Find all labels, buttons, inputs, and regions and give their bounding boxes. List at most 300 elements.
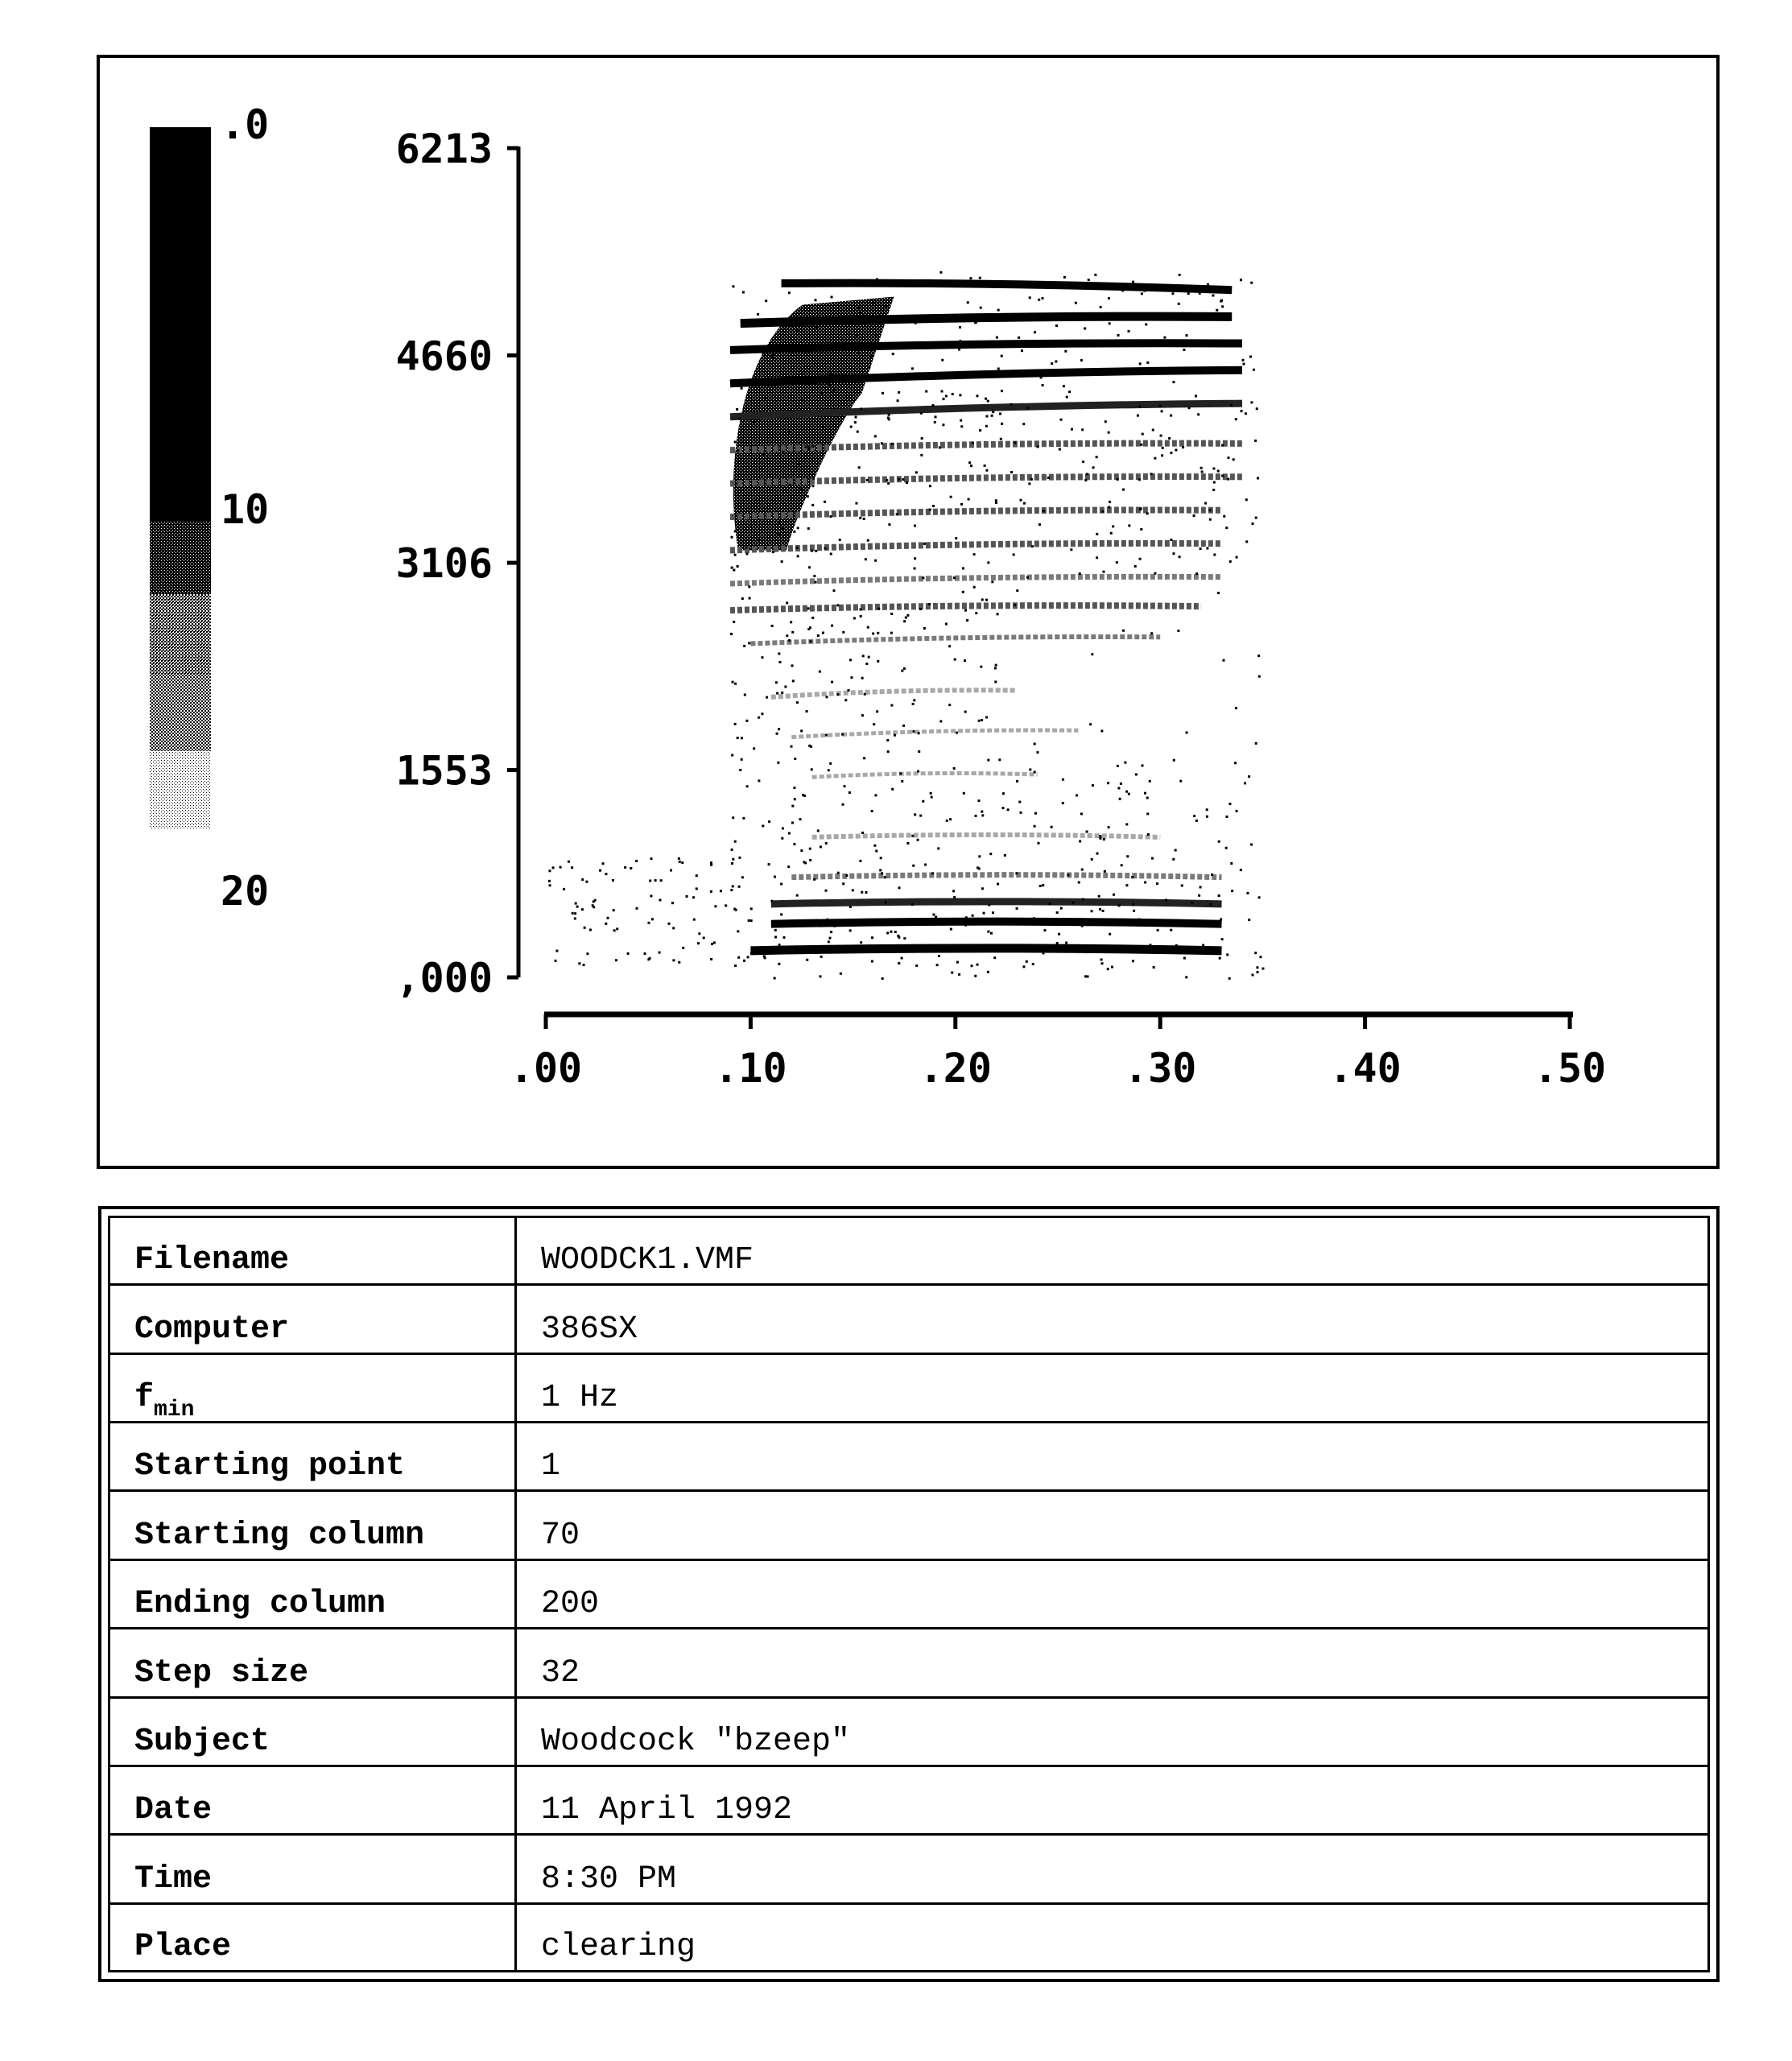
noise-speck [806,710,808,712]
noise-speck [1221,474,1224,477]
row-value-date: 11 April 1992 [516,1766,1708,1834]
table-row [110,1629,1707,1697]
noise-speck [870,355,873,357]
noise-speck [820,956,823,958]
noise-speck [1096,853,1099,855]
noise-speck [1116,561,1118,564]
noise-speck [913,699,915,701]
noise-speck [651,918,654,920]
noise-speck [581,878,584,881]
noise-speck [1218,841,1220,843]
noise-speck [1135,773,1138,775]
noise-speck [985,285,987,287]
noise-speck [878,316,881,318]
noise-speck [1125,823,1128,825]
noise-speck [1193,371,1195,374]
row-value-place: clearing [541,1929,696,1965]
noise-speck [806,959,808,961]
noise-speck [860,312,862,314]
noise-speck [997,309,1000,312]
noise-speck [1014,604,1016,606]
noise-speck [1242,363,1245,366]
noise-speck [1096,533,1098,535]
noise-speck [734,441,737,444]
noise-speck [985,425,988,427]
noise-speck [1038,523,1041,526]
noise-speck [811,550,813,552]
colorbar-band-1 [150,522,211,594]
noise-speck [980,666,982,668]
noise-speck [1079,840,1081,842]
noise-speck [764,956,766,959]
noise-speck [781,837,783,840]
noise-speck [862,655,865,657]
row-label-time: Time [110,1835,516,1903]
noise-speck [918,750,920,753]
noise-speck [998,758,1001,761]
noise-speck [891,788,894,791]
noise-speck [1038,299,1040,301]
noise-speck [1111,966,1113,969]
noise-speck [1213,481,1216,484]
noise-speck [1010,403,1013,406]
noise-speck [771,625,774,627]
noise-speck [1086,473,1088,475]
noise-speck [643,952,646,955]
noise-speck [1253,369,1255,371]
noise-speck [1034,742,1036,745]
info-table-frame [98,1206,1720,1982]
noise-speck [872,301,874,304]
noise-speck [988,904,990,907]
y-tick-label: 3106 [395,540,493,588]
noise-speck [1143,290,1146,292]
noise-speck [1086,831,1088,833]
noise-speck [841,803,844,806]
noise-speck [725,904,727,907]
y-tick-label: 6213 [395,126,493,172]
noise-speck [798,462,800,465]
noise-speck [985,599,988,601]
noise-speck [1142,433,1144,436]
noise-speck [1241,359,1244,361]
noise-speck [800,849,803,852]
noise-speck [585,881,588,883]
noise-speck [592,904,594,907]
noise-speck [1100,958,1103,960]
noise-speck [973,586,976,589]
noise-speck [581,908,584,911]
noise-speck [549,884,551,886]
noise-speck [1026,960,1028,963]
noise-speck [584,927,586,929]
noise-speck [1087,923,1089,926]
noise-speck [964,609,967,612]
noise-speck [615,959,617,961]
noise-speck [901,670,903,672]
noise-speck [1051,826,1053,828]
noise-speck [791,664,794,667]
noise-speck [613,929,616,931]
noise-speck [1212,467,1215,469]
noise-speck [1068,390,1071,393]
noise-speck [931,872,934,874]
noise-speck [894,734,896,737]
noise-speck [555,960,557,962]
noise-speck [731,862,733,865]
noise-speck [1178,303,1180,305]
noise-speck [1075,302,1077,304]
noise-speck [894,931,897,933]
noise-speck [1037,842,1039,845]
noise-speck [733,569,735,572]
noise-speck [1140,444,1142,446]
noise-speck [1256,407,1258,410]
noise-speck [1122,489,1125,491]
noise-speck [1117,334,1120,337]
noise-speck [743,645,745,647]
noise-speck [678,961,680,964]
noise-speck [1209,509,1212,511]
noise-speck [1170,452,1172,454]
noise-speck [1043,929,1046,931]
noise-speck [962,591,964,593]
noise-speck [844,699,847,701]
noise-speck [911,367,914,370]
noise-speck [1102,910,1105,912]
noise-speck [1096,556,1098,559]
noise-speck [964,924,967,927]
row-label-filename: Filename [110,1218,516,1285]
noise-speck [1113,894,1115,896]
noise-speck [1001,390,1003,392]
noise-speck [985,398,987,400]
noise-speck [981,811,983,813]
row-label-ending-column: Ending column [110,1559,516,1628]
noise-speck [771,354,774,357]
noise-speck [811,617,814,619]
noise-speck [811,445,814,448]
noise-speck [967,301,969,304]
noise-speck [780,883,782,886]
noise-speck [1066,396,1068,399]
noise-speck [814,299,816,301]
noise-speck [877,608,880,610]
noise-speck [1206,808,1208,811]
noise-speck [942,423,944,426]
noise-speck [886,305,888,308]
noise-speck [952,393,954,395]
noise-speck [741,758,743,761]
noise-speck [826,696,828,698]
noise-speck [850,676,853,679]
noise-speck [748,642,750,644]
noise-speck [555,950,558,952]
noise-speck [864,693,866,696]
noise-speck [738,886,741,888]
noise-speck [948,704,951,706]
noise-speck [838,924,840,927]
noise-speck [1228,803,1231,805]
noise-speck [781,527,783,529]
noise-speck [1156,882,1158,885]
noise-speck [1174,288,1176,291]
noise-speck [1153,344,1155,346]
noise-speck [953,576,956,579]
noise-speck [1099,835,1101,837]
noise-speck [962,567,964,569]
noise-speck [1059,448,1061,451]
noise-speck [1254,952,1257,954]
noise-speck [1021,349,1023,352]
noise-speck [568,861,570,863]
noise-speck [1112,525,1114,527]
colorbar-band-3 [150,675,211,751]
harmonic-band [812,835,1160,837]
noise-speck [1043,952,1045,954]
noise-speck [1073,313,1076,316]
noise-speck [745,552,748,555]
noise-speck [802,794,804,796]
noise-speck [1147,833,1150,836]
noise-speck [903,620,906,622]
noise-speck [860,407,862,410]
noise-speck [731,849,733,851]
noise-speck [844,785,846,787]
noise-speck [1022,965,1025,968]
noise-speck [901,957,903,960]
row-label-starting-point: Starting point [110,1423,516,1491]
noise-speck [736,408,738,411]
noise-speck [1144,792,1146,795]
noise-speck [1080,359,1083,361]
noise-speck [1193,815,1195,817]
noise-speck [1109,322,1111,324]
row-label-subject: Subject [110,1697,516,1766]
noise-speck [647,958,650,960]
noise-speck [761,656,763,659]
noise-speck [710,861,712,864]
noise-speck [960,425,963,427]
noise-speck [1042,384,1044,386]
noise-speck [898,962,900,964]
noise-speck [873,845,876,847]
noise-speck [854,421,857,423]
colorbar-band-2 [150,594,211,675]
noise-speck [1140,528,1142,531]
noise-speck [952,890,955,892]
noise-speck [1244,782,1246,784]
harmonic-band [812,773,1038,777]
noise-speck [780,913,782,915]
noise-speck [1029,768,1031,770]
noise-speck [1179,780,1182,783]
noise-speck [1141,292,1143,295]
noise-speck [1153,966,1155,969]
x-tick-label: .50 [1533,1045,1607,1092]
noise-speck [867,626,869,629]
harmonic-band [741,316,1233,324]
noise-speck [860,615,862,617]
noise-speck [858,466,861,469]
harmonic-band [730,576,1222,584]
noise-speck [548,869,551,872]
noise-speck [1195,572,1198,575]
noise-speck [1182,446,1184,448]
noise-speck [813,575,815,577]
noise-speck [774,977,776,980]
noise-speck [815,550,817,552]
noise-speck [791,805,794,807]
noise-speck [973,553,976,556]
noise-speck [1221,444,1224,447]
noise-speck [1202,944,1204,947]
row-value-time: 8:30 PM [516,1835,1708,1903]
noise-speck [849,929,852,931]
noise-speck [753,747,755,750]
row-value-fmin: 1 Hz [516,1353,1708,1422]
noise-speck [679,861,681,863]
noise-speck [768,820,770,823]
noise-speck [1163,337,1166,339]
noise-speck [1117,478,1119,481]
harmonic-band [730,343,1242,350]
noise-speck [1257,971,1259,973]
noise-speck [737,737,739,739]
noise-speck [808,566,811,568]
noise-speck [757,539,759,541]
noise-speck [968,498,970,501]
noise-speck [786,601,788,604]
noise-speck [1160,435,1162,437]
noise-speck [1175,449,1177,452]
noise-speck [1065,942,1067,944]
row-value-filename: WOODCK1.VMF [516,1218,1708,1285]
noise-speck [997,613,999,615]
noise-speck [732,858,734,861]
noise-speck [1058,933,1060,936]
noise-speck [1146,361,1149,364]
noise-speck [778,728,780,730]
noise-speck [955,537,957,539]
noise-speck [980,307,982,309]
noise-speck [692,896,695,898]
noise-speck [898,391,900,394]
noise-speck [995,664,997,667]
noise-speck [737,930,739,932]
noise-speck [825,842,828,845]
noise-speck [1016,589,1018,592]
noise-speck [1134,565,1137,568]
noise-speck [761,712,763,715]
noise-speck [898,886,901,889]
noise-speck [850,426,853,428]
noise-speck [865,663,868,665]
noise-speck [879,944,882,947]
noise-speck [616,927,618,930]
noise-speck [552,866,555,869]
noise-speck [1225,847,1228,849]
noise-speck [1172,552,1175,555]
noise-speck [1240,869,1242,871]
noise-speck [922,576,924,579]
noise-speck [1063,385,1065,387]
noise-speck [960,503,963,506]
harmonic-band [771,902,1222,904]
noise-speck [818,316,820,318]
noise-speck [1138,405,1141,407]
noise-speck [1204,502,1207,505]
noise-speck [809,640,811,642]
noise-speck [1152,429,1154,432]
noise-speck [819,671,821,673]
noise-speck [670,869,672,872]
noise-speck [1091,910,1093,912]
noise-speck [607,917,609,919]
noise-speck [1211,874,1213,876]
noise-speck [781,692,783,694]
noise-speck [750,907,753,910]
row-label-fmin [110,1353,516,1422]
noise-speck [745,720,748,722]
noise-speck [990,932,993,935]
noise-speck [734,554,737,556]
noise-speck [761,466,763,469]
noise-speck [776,733,778,735]
noise-speck [1088,279,1090,281]
noise-speck [1195,820,1198,822]
noise-speck [746,785,749,787]
harmonic-band [771,922,1222,924]
noise-speck [949,818,952,820]
noise-speck [789,484,791,486]
noise-speck [1055,948,1058,950]
noise-speck [799,818,802,820]
noise-speck [996,337,998,339]
noise-speck [1007,808,1010,811]
noise-speck [892,353,894,355]
noise-speck [935,415,937,418]
noise-speck [871,936,873,939]
noise-speck [1042,884,1044,886]
noise-speck [758,717,760,719]
noise-speck [578,962,580,964]
noise-speck [1209,518,1212,521]
noise-speck [1121,289,1124,291]
noise-speck [860,941,862,944]
noise-speck [1252,973,1254,976]
noise-speck [1060,907,1063,910]
noise-speck [960,419,962,422]
noise-speck [1212,489,1215,491]
noise-speck [981,887,984,890]
noise-speck [847,689,849,692]
noise-speck [768,863,770,865]
noise-speck [959,326,961,328]
noise-speck [1002,792,1005,795]
noise-speck [884,901,886,903]
noise-speck [872,632,874,634]
noise-speck [1023,502,1026,505]
noise-speck [1170,539,1172,541]
noise-speck [1020,812,1022,814]
noise-speck [1031,545,1034,547]
noise-speck [824,501,826,503]
noise-speck [946,820,948,822]
noise-speck [794,379,796,382]
noise-speck [738,417,741,419]
noise-speck [896,513,898,515]
